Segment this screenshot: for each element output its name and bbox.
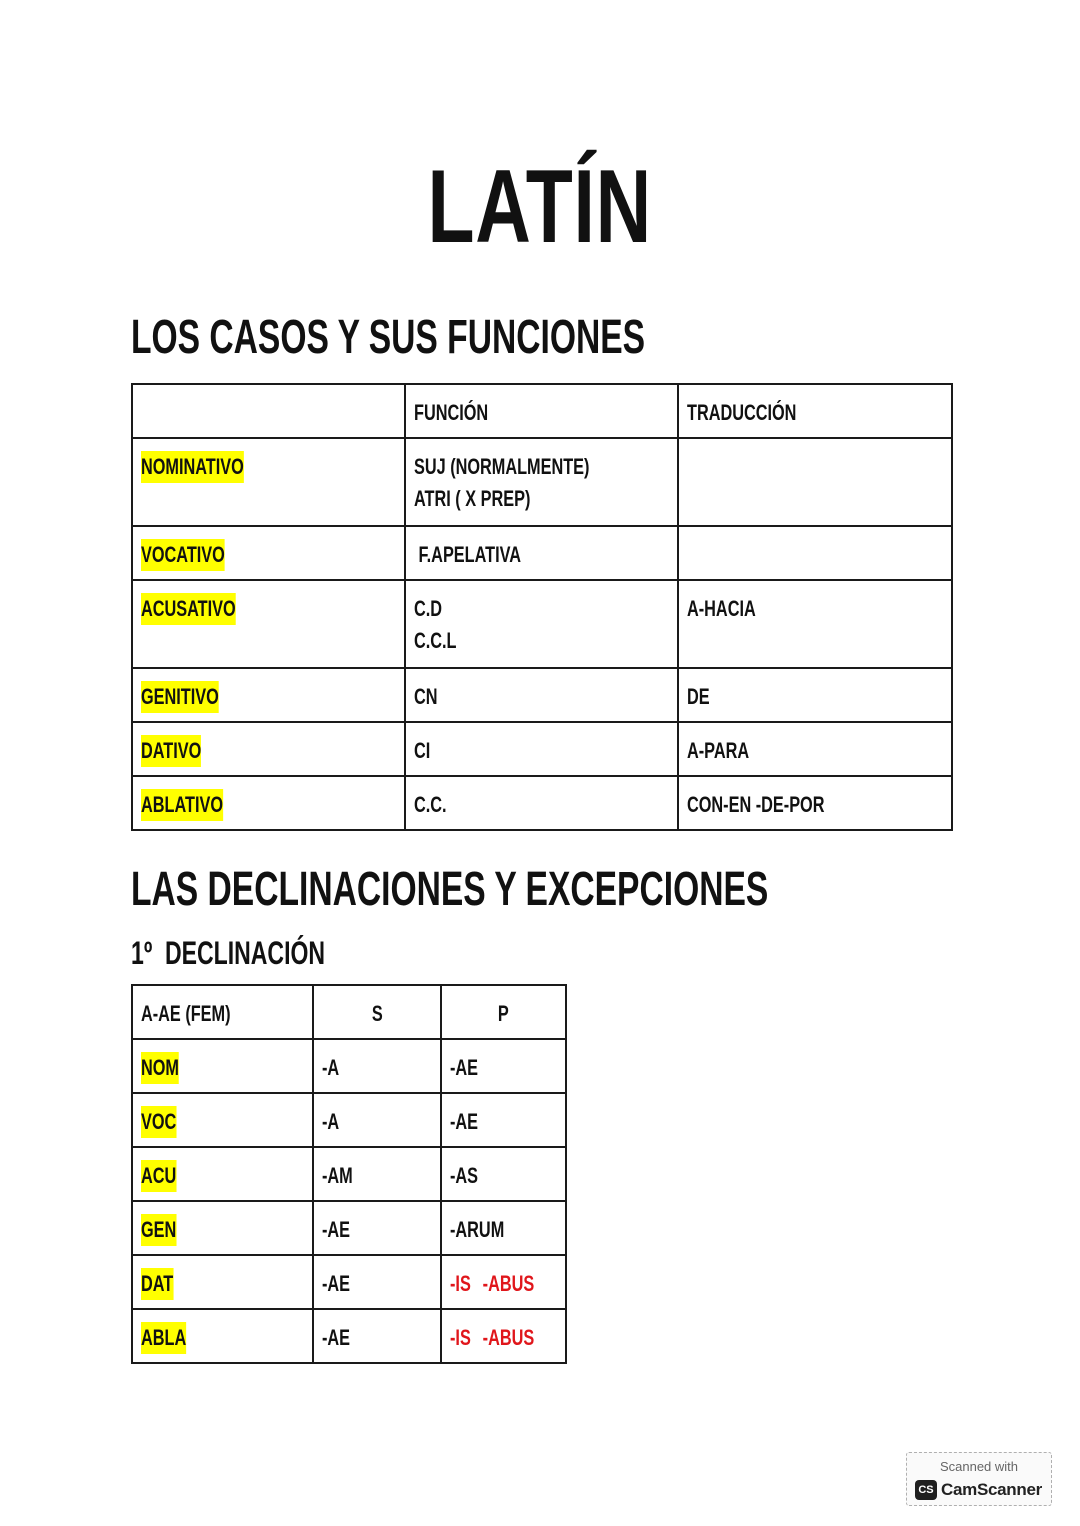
- case-cell: DAT: [132, 1255, 313, 1309]
- singular-cell: -AM: [313, 1147, 441, 1201]
- table-row: [132, 722, 952, 776]
- plural-exception-cell: -IS -ABUS: [441, 1255, 566, 1309]
- section-title-declensions: LAS DECLINACIONES Y EXCEPCIONES: [131, 863, 769, 916]
- translation-cell: A-HACIA: [678, 580, 952, 668]
- case-cell: ACU: [132, 1147, 313, 1201]
- case-cell: DATIVO: [132, 722, 405, 776]
- plural-cell: -ARUM: [441, 1201, 566, 1255]
- table-row: [132, 1147, 566, 1201]
- case-cell: GEN: [132, 1201, 313, 1255]
- translation-cell: [678, 526, 952, 580]
- plural-cell: -AE: [441, 1093, 566, 1147]
- translation-cell: [678, 438, 952, 526]
- table-row: [132, 526, 952, 580]
- table-row: [132, 668, 952, 722]
- singular-cell: -AE: [313, 1255, 441, 1309]
- plural-cell: -AE: [441, 1039, 566, 1093]
- section-title-cases: LOS CASOS Y SUS FUNCIONES: [131, 311, 646, 364]
- case-cell: VOCATIVO: [132, 526, 405, 580]
- plural-cell: -AS: [441, 1147, 566, 1201]
- table-row: [132, 1201, 566, 1255]
- camscanner-logo-icon: CS: [915, 1480, 937, 1500]
- table-row: [132, 1093, 566, 1147]
- function-cell: C.D C.C.L: [405, 580, 678, 668]
- table-row: [132, 1309, 566, 1363]
- header-cell: FUNCIÓN: [405, 384, 678, 438]
- function-cell: CI: [405, 722, 678, 776]
- singular-cell: -A: [313, 1093, 441, 1147]
- singular-cell: -AE: [313, 1309, 441, 1363]
- case-cell: NOM: [132, 1039, 313, 1093]
- case-cell: ABLA: [132, 1309, 313, 1363]
- table-row: [132, 1255, 566, 1309]
- function-cell: F.APELATIVA: [405, 526, 678, 580]
- camscanner-watermark: [906, 1452, 1052, 1506]
- function-cell: C.C.: [405, 776, 678, 830]
- case-cell: VOC: [132, 1093, 313, 1147]
- table-row: [132, 580, 952, 668]
- declension-table: [131, 984, 567, 1364]
- singular-cell: -AE: [313, 1201, 441, 1255]
- table-row: [132, 438, 952, 526]
- table-row: [132, 1039, 566, 1093]
- watermark-brand: CamScanner: [941, 1480, 1042, 1499]
- translation-cell: DE: [678, 668, 952, 722]
- header-cell: A-AE (FEM): [132, 985, 313, 1039]
- watermark-caption: Scanned with: [939, 1459, 1019, 1474]
- case-cell: GENITIVO: [132, 668, 405, 722]
- header-cell: S: [313, 985, 441, 1039]
- page-title: LATÍN: [427, 149, 653, 265]
- table-header-row: [132, 384, 952, 438]
- cases-table: [131, 383, 953, 831]
- function-cell: SUJ (NORMALMENTE) ATRI ( X PREP): [405, 438, 678, 526]
- case-cell: ABLATIVO: [132, 776, 405, 830]
- header-cell: [132, 384, 405, 438]
- plural-exception-cell: -IS -ABUS: [441, 1309, 566, 1363]
- singular-cell: -A: [313, 1039, 441, 1093]
- header-cell: TRADUCCIÓN: [678, 384, 952, 438]
- subsection-title: 1º DECLINACIÓN: [131, 935, 326, 971]
- case-cell: ACUSATIVO: [132, 580, 405, 668]
- table-header-row: [132, 985, 566, 1039]
- translation-cell: A-PARA: [678, 722, 952, 776]
- table-row: [132, 776, 952, 830]
- case-cell: NOMINATIVO: [132, 438, 405, 526]
- function-cell: CN: [405, 668, 678, 722]
- header-cell: P: [441, 985, 566, 1039]
- translation-cell: CON-EN -DE-POR: [678, 776, 952, 830]
